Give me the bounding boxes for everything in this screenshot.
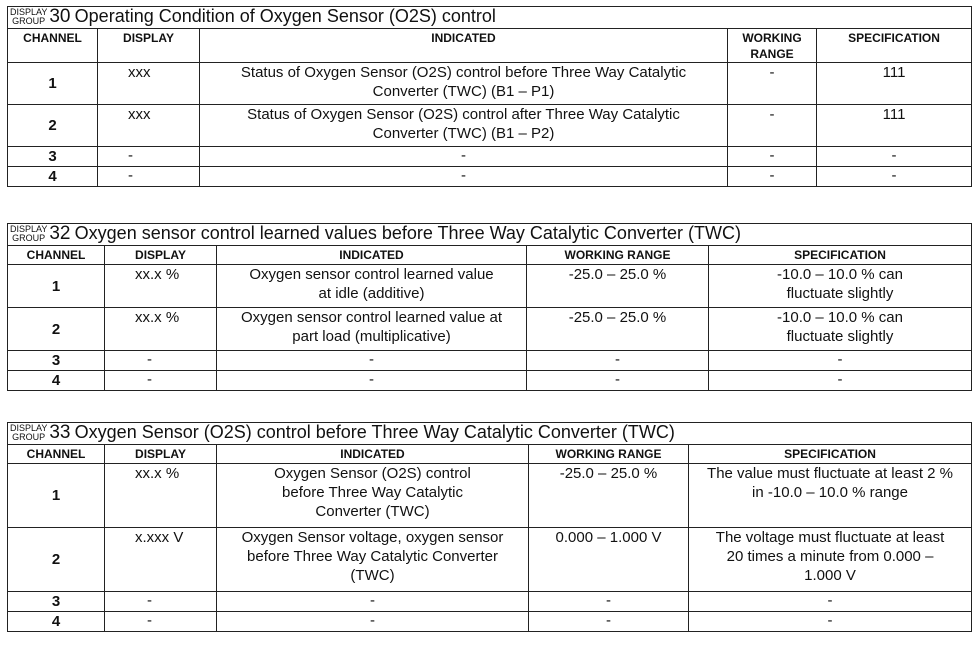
- channel-cell: 4: [8, 371, 105, 391]
- display-group-33-table: [7, 422, 972, 632]
- header-specification: SPECIFICATION: [689, 445, 972, 464]
- channel-cell: 2: [8, 105, 98, 147]
- indicated-cell: -: [217, 612, 529, 632]
- channel-cell: 4: [8, 612, 105, 632]
- group-number: 30: [49, 6, 71, 27]
- table-row: [8, 167, 972, 187]
- header-display: DISPLAY: [98, 29, 200, 63]
- header-channel: CHANNEL: [8, 246, 105, 265]
- header-channel: CHANNEL: [8, 29, 98, 63]
- display-cell: -: [105, 351, 217, 371]
- working-range-cell: -: [728, 63, 817, 105]
- channel-cell: 3: [8, 147, 98, 167]
- header-channel: CHANNEL: [8, 445, 105, 464]
- header-display: DISPLAY: [105, 246, 217, 265]
- display-cell: -: [105, 612, 217, 632]
- channel-cell: 1: [8, 464, 105, 528]
- group-title-row: [8, 423, 972, 445]
- channel-cell: 3: [8, 592, 105, 612]
- indicated-cell: -: [217, 371, 527, 391]
- channel-cell: 2: [8, 308, 105, 351]
- channel-cell: 1: [8, 63, 98, 105]
- group-title: Operating Condition of Oxygen Sensor (O2S) control: [74, 6, 496, 26]
- group-title-row: [8, 7, 972, 29]
- display-group-30-table: [7, 6, 972, 187]
- channel-cell: 1: [8, 265, 105, 308]
- display-cell: -: [105, 371, 217, 391]
- working-range-cell: -: [527, 371, 709, 391]
- display-group-label: DISPLAY GROUP: [10, 423, 48, 442]
- display-cell: xxx: [98, 105, 200, 147]
- indicated-cell: -: [217, 592, 529, 612]
- header-specification: SPECIFICATION: [817, 29, 972, 63]
- table-row: [8, 612, 972, 632]
- indicated-cell: Oxygen Sensor (O2S) control before Three Way Catalytic Converter (TWC): [217, 464, 529, 528]
- specification-cell: -10.0 – 10.0 % can fluctuate slightly: [709, 308, 972, 351]
- table-row: [8, 371, 972, 391]
- indicated-cell: Oxygen Sensor voltage, oxygen sensor before Three Way Catalytic Converter (TWC): [217, 528, 529, 592]
- table-row: [8, 265, 972, 308]
- specification-cell: The value must fluctuate at least 2 % in -10.0 – 10.0 % range: [689, 464, 972, 528]
- table-row: [8, 351, 972, 371]
- display-group-32-table: [7, 223, 972, 391]
- working-range-cell: -: [728, 105, 817, 147]
- indicated-cell: Status of Oxygen Sensor (O2S) control before Three Way Catalytic Converter (TWC) (B1 – P1): [200, 63, 728, 105]
- table-row: [8, 63, 972, 105]
- table-row: [8, 308, 972, 351]
- specification-cell: -: [817, 147, 972, 167]
- header-specification: SPECIFICATION: [709, 246, 972, 265]
- indicated-cell: Oxygen sensor control learned value at part load (multiplicative): [217, 308, 527, 351]
- header-display: DISPLAY: [105, 445, 217, 464]
- specification-cell: -: [689, 592, 972, 612]
- group-title: Oxygen sensor control learned values before Three Way Catalytic Converter (TWC): [74, 223, 741, 243]
- display-cell: -: [98, 167, 200, 187]
- display-cell: -: [105, 592, 217, 612]
- group-title: Oxygen Sensor (O2S) control before Three Way Catalytic Converter (TWC): [74, 422, 675, 442]
- specification-cell: 111: [817, 63, 972, 105]
- specification-cell: -: [817, 167, 972, 187]
- table-row: [8, 147, 972, 167]
- working-range-cell: -: [728, 147, 817, 167]
- display-cell: xx.x %: [105, 464, 217, 528]
- specification-cell: 111: [817, 105, 972, 147]
- table-row: [8, 105, 972, 147]
- header-working-range: WORKING RANGE: [527, 246, 709, 265]
- working-range-cell: -: [529, 612, 689, 632]
- indicated-cell: Status of Oxygen Sensor (O2S) control after Three Way Catalytic Converter (TWC) (B1 – P2): [200, 105, 728, 147]
- working-range-cell: -25.0 – 25.0 %: [529, 464, 689, 528]
- table-row: [8, 464, 972, 528]
- indicated-cell: Oxygen sensor control learned value at idle (additive): [217, 265, 527, 308]
- specification-cell: The voltage must fluctuate at least 20 times a minute from 0.000 – 1.000 V: [689, 528, 972, 592]
- specification-cell: -: [709, 351, 972, 371]
- working-range-cell: 0.000 – 1.000 V: [529, 528, 689, 592]
- header-working-range: WORKING RANGE: [728, 29, 817, 63]
- working-range-cell: -: [527, 351, 709, 371]
- header-indicated: INDICATED: [200, 29, 728, 63]
- working-range-cell: -: [728, 167, 817, 187]
- display-group-label: DISPLAY GROUP: [10, 224, 48, 243]
- specification-cell: -: [689, 612, 972, 632]
- channel-cell: 2: [8, 528, 105, 592]
- indicated-cell: -: [200, 147, 728, 167]
- indicated-cell: -: [200, 167, 728, 187]
- working-range-cell: -25.0 – 25.0 %: [527, 308, 709, 351]
- specification-cell: -10.0 – 10.0 % can fluctuate slightly: [709, 265, 972, 308]
- working-range-cell: -: [529, 592, 689, 612]
- table-row: [8, 592, 972, 612]
- table-row: [8, 528, 972, 592]
- header-indicated: INDICATED: [217, 445, 529, 464]
- display-cell: xx.x %: [105, 265, 217, 308]
- channel-cell: 4: [8, 167, 98, 187]
- display-cell: xxx: [98, 63, 200, 105]
- display-group-label: DISPLAY GROUP: [10, 7, 48, 26]
- group-title-row: [8, 224, 972, 246]
- display-cell: xx.x %: [105, 308, 217, 351]
- header-working-range: WORKING RANGE: [529, 445, 689, 464]
- working-range-cell: -25.0 – 25.0 %: [527, 265, 709, 308]
- indicated-cell: -: [217, 351, 527, 371]
- channel-cell: 3: [8, 351, 105, 371]
- header-indicated: INDICATED: [217, 246, 527, 265]
- specification-cell: -: [709, 371, 972, 391]
- group-number: 33: [49, 422, 71, 443]
- group-number: 32: [49, 223, 71, 244]
- display-cell: -: [98, 147, 200, 167]
- display-cell: x.xxx V: [105, 528, 217, 592]
